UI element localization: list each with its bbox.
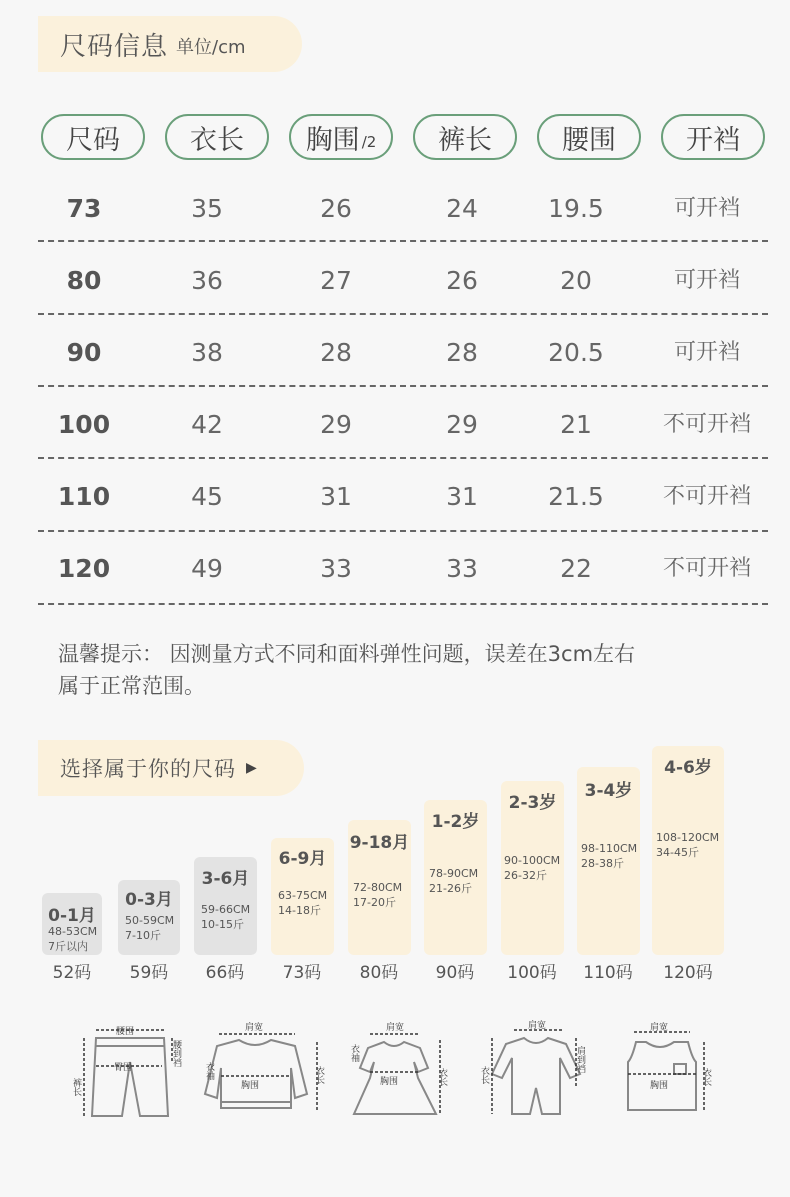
header-chest-label: 胸围	[305, 124, 360, 156]
age-label: 3-6月	[201, 869, 250, 889]
tip-line-1: 温馨提示： 因测量方式不同和面料弹性问题，误差在3cm左右	[58, 642, 636, 666]
cell-crotch: 不可开裆	[662, 412, 751, 437]
tip-line-2: 属于正常范围。	[58, 674, 205, 698]
header-length-label: 衣长	[190, 124, 244, 156]
dress-shoulder-label: 肩宽	[386, 1023, 405, 1033]
cell-waist: 19.5	[548, 194, 604, 223]
cell-chest: 33	[320, 554, 352, 583]
size-bar-80	[348, 820, 411, 955]
header-crotch	[661, 114, 765, 160]
weight-range: 7斤以内	[48, 940, 88, 953]
size-code: 120码	[663, 963, 713, 983]
vest-diagram-icon	[622, 1018, 722, 1123]
choose-size-title	[38, 740, 304, 796]
cell-pants-length: 26	[446, 266, 478, 295]
cell-pants-length: 31	[446, 482, 478, 511]
weight-range: 26-32斤	[504, 869, 547, 882]
size-bar-59	[118, 880, 180, 955]
sweater-diagram-icon	[205, 1018, 330, 1123]
height-range: 78-90CM	[429, 867, 479, 880]
vest-chest-label: 胸围	[650, 1081, 669, 1091]
cell-waist: 21.5	[548, 482, 604, 511]
header-waist-label: 腰围	[562, 124, 616, 156]
cell-waist: 22	[560, 554, 592, 583]
size-info	[429, 866, 478, 896]
weight-range: 7-10斤	[125, 929, 161, 942]
vest-length-label: 衣长	[701, 1068, 711, 1086]
row-divider	[38, 385, 768, 387]
age-label: 9-18月	[349, 833, 410, 853]
cell-length: 36	[191, 266, 223, 295]
cell-waist: 21	[560, 410, 592, 439]
size-bar-120	[652, 746, 724, 955]
dress-length-label: 衣长	[437, 1068, 447, 1086]
table-row	[0, 256, 790, 306]
age-label: 2-3岁	[508, 793, 557, 813]
size-code: 52码	[52, 963, 92, 983]
pants-diagram-icon	[71, 1018, 194, 1123]
cell-size: 120	[57, 554, 111, 583]
sweater-length-label: 衣长	[314, 1066, 324, 1084]
cell-waist: 20	[560, 266, 592, 295]
header-waist	[537, 114, 641, 160]
header-crotch-label: 开裆	[686, 124, 740, 156]
size-info	[581, 841, 637, 871]
sweater-shoulder-label: 肩宽	[245, 1023, 264, 1033]
pants-length-label: 裤长	[71, 1078, 81, 1096]
table-row	[0, 544, 790, 594]
sweater-sleeve-label: 衣袖	[204, 1062, 214, 1080]
romper-diagram-icon	[479, 1018, 604, 1123]
height-range: 98-110CM	[581, 842, 638, 855]
measurement-tip	[58, 638, 738, 702]
header-size-label: 尺码	[66, 124, 120, 156]
cell-size: 110	[57, 482, 111, 511]
cell-size: 80	[66, 266, 102, 295]
romper-length-label: 衣长	[479, 1066, 489, 1084]
cell-chest: 31	[320, 482, 352, 511]
weight-range: 28-38斤	[581, 857, 624, 870]
row-divider	[38, 313, 768, 315]
dress-diagram-icon	[348, 1018, 458, 1123]
height-range: 90-100CM	[504, 854, 561, 867]
size-info	[201, 902, 250, 932]
size-code: 80码	[359, 963, 399, 983]
cell-length: 42	[191, 410, 223, 439]
dress-sleeve-label: 衣袖	[349, 1044, 359, 1062]
height-range: 50-59CM	[125, 914, 175, 927]
header-chest-sub: /2	[361, 133, 377, 151]
size-info	[48, 924, 97, 954]
size-code: 59码	[129, 963, 169, 983]
height-range: 72-80CM	[353, 881, 403, 894]
age-label: 0-3月	[125, 890, 173, 910]
table-header	[0, 114, 790, 160]
cell-chest: 28	[320, 338, 352, 367]
size-code: 100码	[507, 963, 557, 983]
size-info	[125, 913, 174, 943]
size-code: 66码	[205, 963, 245, 983]
size-bar-73	[271, 838, 334, 955]
cell-crotch: 不可开裆	[662, 484, 751, 509]
weight-range: 34-45斤	[656, 846, 699, 859]
cell-chest: 27	[320, 266, 352, 295]
cell-chest: 26	[320, 194, 352, 223]
age-label: 3-4岁	[584, 781, 633, 801]
size-info-title-text: 尺码信息	[60, 31, 169, 62]
weight-range: 17-20斤	[353, 896, 396, 909]
weight-range: 14-18斤	[278, 904, 321, 917]
romper-shoulder-label: 肩宽	[528, 1021, 547, 1031]
height-range: 48-53CM	[48, 925, 98, 938]
size-info	[656, 830, 719, 860]
row-divider	[38, 240, 768, 242]
cell-crotch: 可开裆	[673, 196, 740, 221]
choose-size-title-text: 选择属于你的尺码	[60, 757, 236, 781]
pants-rise-label: 腰到裆	[171, 1040, 181, 1067]
cell-chest: 29	[320, 410, 352, 439]
cell-crotch: 不可开裆	[662, 556, 751, 581]
row-divider	[38, 530, 768, 532]
cell-crotch: 可开裆	[673, 268, 740, 293]
table-row	[0, 184, 790, 234]
table-row	[0, 328, 790, 378]
size-bar-110	[577, 767, 640, 955]
height-range: 108-120CM	[656, 831, 720, 844]
cell-pants-length: 33	[446, 554, 478, 583]
cell-length: 38	[191, 338, 223, 367]
cell-length: 45	[191, 482, 223, 511]
height-range: 59-66CM	[201, 903, 251, 916]
cell-length: 35	[191, 194, 223, 223]
size-code: 110码	[583, 963, 633, 983]
header-length	[165, 114, 269, 160]
dress-chest-label: 胸围	[380, 1077, 399, 1087]
size-bar-52	[42, 893, 102, 955]
header-size	[41, 114, 145, 160]
size-bar-90	[424, 800, 487, 955]
age-label: 0-1月	[48, 906, 96, 926]
table-row	[0, 400, 790, 450]
cell-pants-length: 28	[446, 338, 478, 367]
header-pants-length	[413, 114, 517, 160]
size-bar-100	[501, 781, 564, 955]
size-info-title	[38, 16, 302, 72]
header-pants-length-label: 裤长	[438, 124, 492, 156]
romper-crotch-label: 肩到裆	[575, 1046, 585, 1073]
cell-pants-length: 29	[446, 410, 478, 439]
age-label: 4-6岁	[664, 758, 712, 778]
unit-label: 单位/cm	[176, 37, 246, 58]
sweater-chest-label: 胸围	[241, 1081, 260, 1091]
cell-size: 73	[66, 194, 102, 223]
size-bar-66	[194, 857, 257, 955]
age-label: 1-2岁	[431, 812, 480, 832]
size-info	[504, 853, 560, 883]
cell-crotch: 可开裆	[673, 340, 740, 365]
weight-range: 10-15斤	[201, 918, 244, 931]
row-divider	[38, 457, 768, 459]
cell-length: 49	[191, 554, 223, 583]
height-range: 63-75CM	[278, 889, 328, 902]
size-code: 90码	[435, 963, 475, 983]
weight-range: 21-26斤	[429, 882, 472, 895]
size-info	[353, 880, 402, 910]
cell-size: 90	[66, 338, 102, 367]
cell-pants-length: 24	[446, 194, 478, 223]
pants-waist-label: 腰围	[116, 1027, 135, 1037]
table-row	[0, 472, 790, 522]
vest-shoulder-label: 肩宽	[650, 1023, 669, 1033]
header-chest	[289, 114, 393, 160]
row-divider	[38, 603, 768, 605]
play-arrow-icon: ▶	[246, 760, 257, 776]
cell-size: 100	[57, 410, 111, 439]
pants-hip-label: 臀围	[114, 1063, 133, 1073]
age-label: 6-9月	[278, 849, 327, 869]
cell-waist: 20.5	[548, 338, 604, 367]
size-code: 73码	[282, 963, 322, 983]
size-info	[278, 888, 327, 918]
